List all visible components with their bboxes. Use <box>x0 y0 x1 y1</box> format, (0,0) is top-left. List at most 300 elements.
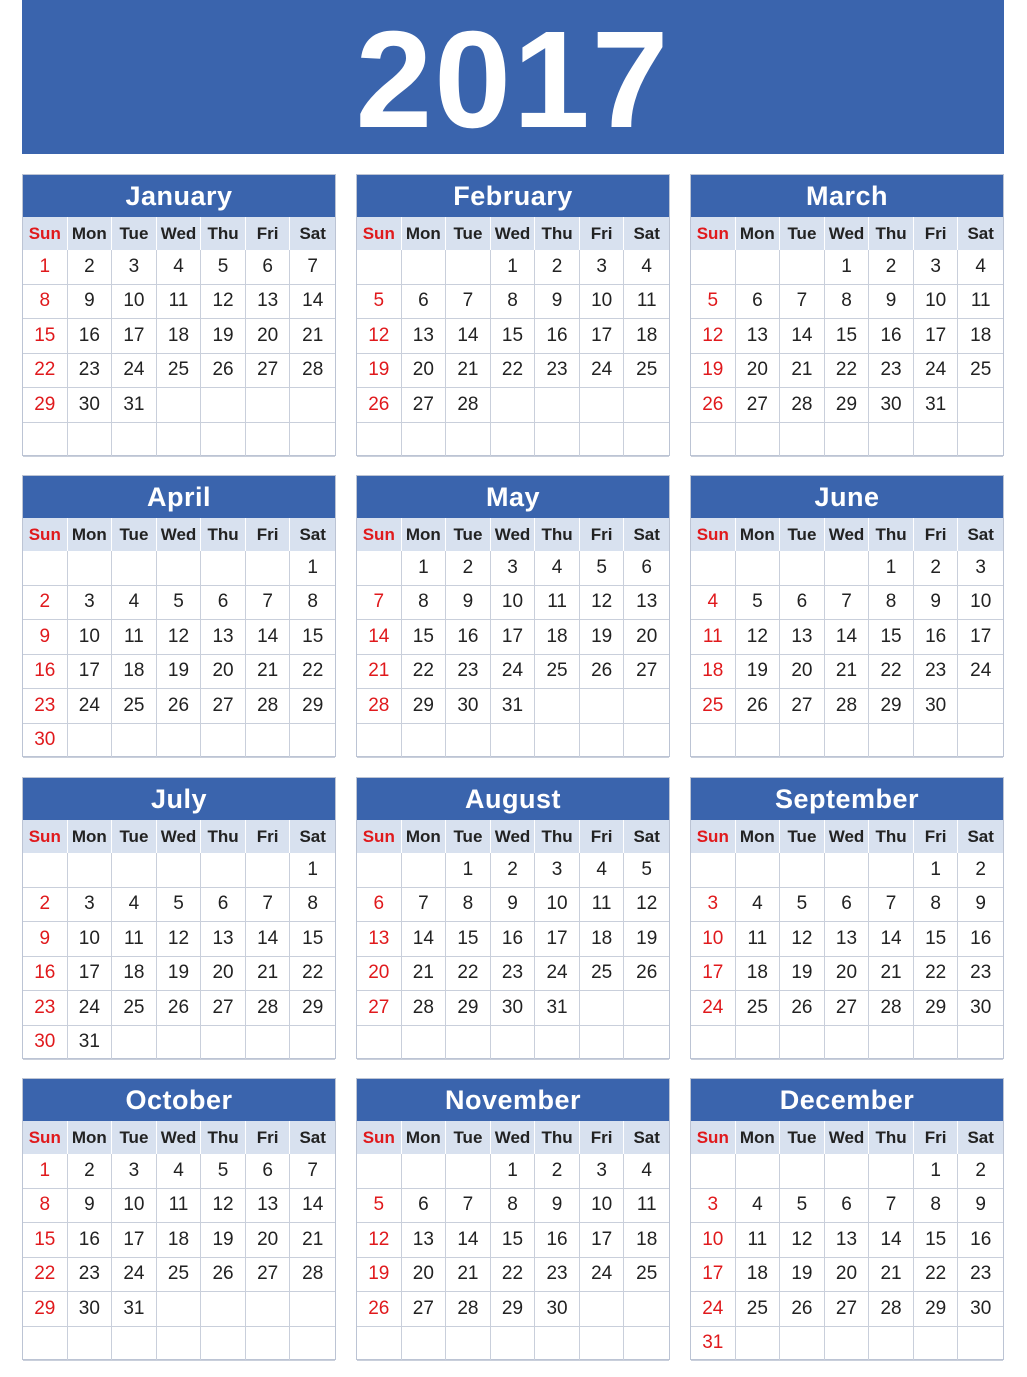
day-cell: 28 <box>402 991 447 1026</box>
day-cell: 15 <box>914 1223 959 1258</box>
day-cell: 10 <box>914 285 959 320</box>
day-cell: 8 <box>491 285 536 320</box>
weekday-label: Thu <box>869 1121 914 1154</box>
weekday-label: Wed <box>157 1121 202 1154</box>
day-cell: 30 <box>23 1026 68 1061</box>
day-cell: 23 <box>446 655 491 690</box>
month-title: July <box>23 778 335 820</box>
day-cell: 26 <box>780 1292 825 1327</box>
empty-day-cell <box>402 1154 447 1189</box>
weekday-header-row <box>23 217 335 250</box>
day-cell: 23 <box>869 354 914 389</box>
weekday-label: Sun <box>691 820 736 853</box>
day-cell: 4 <box>535 551 580 586</box>
month-january <box>22 174 336 456</box>
day-cell: 13 <box>780 620 825 655</box>
day-cell: 28 <box>290 354 335 389</box>
day-cell: 10 <box>580 285 625 320</box>
weekday-label: Mon <box>68 518 113 551</box>
day-cell: 23 <box>23 689 68 724</box>
day-cell: 9 <box>914 586 959 621</box>
day-cell: 15 <box>23 319 68 354</box>
month-november <box>356 1078 670 1360</box>
empty-day-cell <box>736 551 781 586</box>
day-cell: 17 <box>958 620 1003 655</box>
day-cell: 5 <box>201 1154 246 1189</box>
day-cell: 30 <box>68 388 113 423</box>
day-cell: 16 <box>869 319 914 354</box>
day-cell: 15 <box>869 620 914 655</box>
weekday-label: Sat <box>290 820 335 853</box>
day-cell: 11 <box>112 922 157 957</box>
day-cell: 30 <box>958 991 1003 1026</box>
empty-day-cell <box>290 1327 335 1362</box>
weekday-label: Fri <box>914 518 959 551</box>
day-cell: 17 <box>112 319 157 354</box>
month-march <box>690 174 1004 456</box>
weekday-label: Sat <box>624 518 669 551</box>
empty-day-cell <box>624 689 669 724</box>
day-cell: 14 <box>869 1223 914 1258</box>
day-cell: 21 <box>290 319 335 354</box>
day-cell: 17 <box>580 1223 625 1258</box>
empty-day-cell <box>624 1327 669 1362</box>
day-cell: 5 <box>157 888 202 923</box>
day-cell: 11 <box>691 620 736 655</box>
day-cell: 24 <box>491 655 536 690</box>
day-cell: 26 <box>624 957 669 992</box>
day-cell: 24 <box>68 689 113 724</box>
empty-day-cell <box>691 423 736 458</box>
day-cell: 29 <box>402 689 447 724</box>
day-cell: 22 <box>23 354 68 389</box>
day-cell: 9 <box>869 285 914 320</box>
day-grid <box>357 1154 669 1361</box>
day-cell: 6 <box>246 1154 291 1189</box>
day-cell: 14 <box>446 319 491 354</box>
day-cell: 24 <box>691 1292 736 1327</box>
day-cell: 5 <box>357 285 402 320</box>
empty-day-cell <box>780 1327 825 1362</box>
weekday-label: Sat <box>958 217 1003 250</box>
empty-day-cell <box>691 551 736 586</box>
day-cell: 16 <box>23 655 68 690</box>
empty-day-cell <box>157 551 202 586</box>
month-title: November <box>357 1079 669 1121</box>
day-cell: 27 <box>736 388 781 423</box>
weekday-label: Thu <box>869 518 914 551</box>
month-title: May <box>357 476 669 518</box>
day-cell: 22 <box>290 655 335 690</box>
day-cell: 25 <box>157 354 202 389</box>
day-cell: 12 <box>780 1223 825 1258</box>
day-cell: 11 <box>535 586 580 621</box>
day-cell: 1 <box>402 551 447 586</box>
day-grid <box>23 551 335 758</box>
day-cell: 30 <box>446 689 491 724</box>
day-cell: 18 <box>691 655 736 690</box>
empty-day-cell <box>958 1026 1003 1061</box>
empty-day-cell <box>201 724 246 759</box>
day-cell: 7 <box>825 586 870 621</box>
day-cell: 18 <box>112 957 157 992</box>
day-cell: 8 <box>23 285 68 320</box>
day-cell: 15 <box>290 922 335 957</box>
day-cell: 30 <box>869 388 914 423</box>
day-cell: 22 <box>491 354 536 389</box>
day-cell: 10 <box>68 922 113 957</box>
month-title: February <box>357 175 669 217</box>
day-cell: 25 <box>112 689 157 724</box>
day-cell: 22 <box>869 655 914 690</box>
month-september <box>690 777 1004 1059</box>
weekday-label: Thu <box>535 1121 580 1154</box>
day-cell: 4 <box>112 888 157 923</box>
day-cell: 3 <box>68 586 113 621</box>
empty-day-cell <box>780 423 825 458</box>
empty-day-cell <box>112 1026 157 1061</box>
day-cell: 7 <box>869 1189 914 1224</box>
day-cell: 1 <box>825 250 870 285</box>
empty-day-cell <box>624 1026 669 1061</box>
weekday-label: Thu <box>535 217 580 250</box>
day-cell: 12 <box>357 1223 402 1258</box>
day-cell: 30 <box>68 1292 113 1327</box>
day-cell: 24 <box>112 354 157 389</box>
day-cell: 14 <box>825 620 870 655</box>
day-cell: 18 <box>624 319 669 354</box>
day-cell: 27 <box>246 1258 291 1293</box>
day-cell: 20 <box>736 354 781 389</box>
day-grid <box>691 250 1003 457</box>
empty-day-cell <box>157 1026 202 1061</box>
day-cell: 5 <box>580 551 625 586</box>
day-cell: 27 <box>402 1292 447 1327</box>
empty-day-cell <box>290 1026 335 1061</box>
weekday-label: Tue <box>446 820 491 853</box>
day-cell: 18 <box>736 1258 781 1293</box>
empty-day-cell <box>357 724 402 759</box>
day-cell: 27 <box>201 991 246 1026</box>
day-cell: 30 <box>491 991 536 1026</box>
day-cell: 5 <box>157 586 202 621</box>
empty-day-cell <box>23 551 68 586</box>
day-cell: 10 <box>68 620 113 655</box>
empty-day-cell <box>68 423 113 458</box>
weekday-label: Fri <box>580 1121 625 1154</box>
day-cell: 27 <box>246 354 291 389</box>
day-cell: 6 <box>780 586 825 621</box>
empty-day-cell <box>157 1292 202 1327</box>
weekday-label: Sun <box>23 1121 68 1154</box>
day-cell: 3 <box>958 551 1003 586</box>
empty-day-cell <box>691 250 736 285</box>
day-cell: 11 <box>624 1189 669 1224</box>
year-title: 2017 <box>355 3 671 157</box>
day-cell: 22 <box>491 1258 536 1293</box>
day-cell: 11 <box>157 285 202 320</box>
day-cell: 4 <box>112 586 157 621</box>
day-cell: 18 <box>624 1223 669 1258</box>
day-cell: 13 <box>201 620 246 655</box>
day-cell: 7 <box>246 888 291 923</box>
day-cell: 19 <box>201 319 246 354</box>
empty-day-cell <box>691 1154 736 1189</box>
weekday-label: Sat <box>290 518 335 551</box>
day-cell: 6 <box>201 888 246 923</box>
day-cell: 12 <box>624 888 669 923</box>
day-cell: 30 <box>23 724 68 759</box>
day-cell: 22 <box>23 1258 68 1293</box>
day-cell: 6 <box>736 285 781 320</box>
day-cell: 12 <box>157 922 202 957</box>
day-cell: 27 <box>825 1292 870 1327</box>
day-cell: 6 <box>825 1189 870 1224</box>
empty-day-cell <box>535 1327 580 1362</box>
empty-day-cell <box>68 853 113 888</box>
day-cell: 22 <box>825 354 870 389</box>
empty-day-cell <box>535 388 580 423</box>
day-cell: 7 <box>446 285 491 320</box>
weekday-label: Sat <box>958 1121 1003 1154</box>
day-cell: 14 <box>446 1223 491 1258</box>
day-cell: 16 <box>958 1223 1003 1258</box>
weekday-label: Wed <box>825 217 870 250</box>
weekday-label: Fri <box>246 820 291 853</box>
weekday-label: Mon <box>736 217 781 250</box>
weekday-label: Sat <box>624 1121 669 1154</box>
day-cell: 26 <box>157 991 202 1026</box>
day-cell: 17 <box>914 319 959 354</box>
day-cell: 28 <box>869 991 914 1026</box>
day-cell: 18 <box>157 1223 202 1258</box>
month-title: April <box>23 476 335 518</box>
day-cell: 24 <box>580 354 625 389</box>
empty-day-cell <box>112 853 157 888</box>
day-cell: 2 <box>491 853 536 888</box>
day-cell: 13 <box>357 922 402 957</box>
empty-day-cell <box>357 250 402 285</box>
empty-day-cell <box>780 250 825 285</box>
day-cell: 16 <box>535 319 580 354</box>
weekday-label: Tue <box>446 518 491 551</box>
weekday-header-row <box>357 1121 669 1154</box>
empty-day-cell <box>157 1327 202 1362</box>
day-cell: 12 <box>691 319 736 354</box>
day-cell: 1 <box>290 551 335 586</box>
day-cell: 13 <box>201 922 246 957</box>
day-cell: 3 <box>535 853 580 888</box>
weekday-label: Sun <box>691 518 736 551</box>
empty-day-cell <box>23 1327 68 1362</box>
empty-day-cell <box>736 853 781 888</box>
weekday-label: Fri <box>246 518 291 551</box>
empty-day-cell <box>491 724 536 759</box>
day-cell: 12 <box>780 922 825 957</box>
empty-day-cell <box>825 853 870 888</box>
empty-day-cell <box>446 1026 491 1061</box>
empty-day-cell <box>825 1327 870 1362</box>
day-cell: 21 <box>869 957 914 992</box>
weekday-label: Fri <box>246 217 291 250</box>
weekday-label: Fri <box>580 217 625 250</box>
day-cell: 6 <box>402 285 447 320</box>
weekday-label: Fri <box>914 217 959 250</box>
day-cell: 1 <box>914 1154 959 1189</box>
weekday-label: Sun <box>357 518 402 551</box>
day-cell: 27 <box>201 689 246 724</box>
empty-day-cell <box>869 1026 914 1061</box>
empty-day-cell <box>580 991 625 1026</box>
day-cell: 18 <box>736 957 781 992</box>
day-cell: 18 <box>580 922 625 957</box>
empty-day-cell <box>780 853 825 888</box>
empty-day-cell <box>446 250 491 285</box>
day-grid <box>357 551 669 758</box>
empty-day-cell <box>246 423 291 458</box>
day-cell: 16 <box>491 922 536 957</box>
day-cell: 2 <box>958 1154 1003 1189</box>
day-cell: 20 <box>624 620 669 655</box>
day-cell: 1 <box>914 853 959 888</box>
day-cell: 13 <box>402 319 447 354</box>
weekday-label: Fri <box>246 1121 291 1154</box>
month-title: December <box>691 1079 1003 1121</box>
day-cell: 31 <box>491 689 536 724</box>
empty-day-cell <box>869 423 914 458</box>
day-cell: 19 <box>780 1258 825 1293</box>
day-cell: 28 <box>446 1292 491 1327</box>
empty-day-cell <box>535 1026 580 1061</box>
empty-day-cell <box>580 1026 625 1061</box>
weekday-label: Thu <box>869 217 914 250</box>
month-may <box>356 475 670 757</box>
day-cell: 13 <box>825 922 870 957</box>
day-cell: 27 <box>780 689 825 724</box>
day-cell: 17 <box>535 922 580 957</box>
day-cell: 10 <box>112 1189 157 1224</box>
day-cell: 21 <box>446 1258 491 1293</box>
day-cell: 19 <box>201 1223 246 1258</box>
empty-day-cell <box>914 1026 959 1061</box>
day-cell: 14 <box>290 1189 335 1224</box>
day-cell: 31 <box>914 388 959 423</box>
empty-day-cell <box>958 1327 1003 1362</box>
empty-day-cell <box>357 551 402 586</box>
empty-day-cell <box>246 388 291 423</box>
day-cell: 8 <box>914 1189 959 1224</box>
weekday-label: Tue <box>112 518 157 551</box>
day-cell: 26 <box>201 354 246 389</box>
day-grid <box>357 250 669 457</box>
empty-day-cell <box>624 423 669 458</box>
day-cell: 2 <box>958 853 1003 888</box>
weekday-label: Tue <box>780 1121 825 1154</box>
empty-day-cell <box>825 1154 870 1189</box>
empty-day-cell <box>580 1292 625 1327</box>
day-cell: 26 <box>157 689 202 724</box>
weekday-label: Thu <box>201 1121 246 1154</box>
weekday-label: Fri <box>580 518 625 551</box>
day-cell: 12 <box>201 1189 246 1224</box>
empty-day-cell <box>914 1327 959 1362</box>
empty-day-cell <box>246 1327 291 1362</box>
day-cell: 5 <box>201 250 246 285</box>
day-cell: 13 <box>246 1189 291 1224</box>
day-cell: 1 <box>23 250 68 285</box>
day-cell: 28 <box>357 689 402 724</box>
empty-day-cell <box>201 551 246 586</box>
weekday-label: Wed <box>491 820 536 853</box>
day-cell: 9 <box>23 922 68 957</box>
day-cell: 21 <box>246 957 291 992</box>
day-cell: 6 <box>246 250 291 285</box>
day-cell: 25 <box>624 1258 669 1293</box>
day-cell: 4 <box>157 1154 202 1189</box>
day-cell: 14 <box>290 285 335 320</box>
day-cell: 2 <box>68 250 113 285</box>
empty-day-cell <box>736 1026 781 1061</box>
empty-day-cell <box>357 1154 402 1189</box>
day-cell: 20 <box>402 354 447 389</box>
weekday-header-row <box>23 518 335 551</box>
empty-day-cell <box>23 853 68 888</box>
day-cell: 20 <box>246 319 291 354</box>
weekday-label: Sat <box>290 1121 335 1154</box>
day-cell: 21 <box>780 354 825 389</box>
day-cell: 24 <box>914 354 959 389</box>
day-cell: 4 <box>157 250 202 285</box>
weekday-label: Sun <box>691 1121 736 1154</box>
empty-day-cell <box>535 423 580 458</box>
day-cell: 1 <box>290 853 335 888</box>
day-cell: 21 <box>869 1258 914 1293</box>
day-cell: 28 <box>246 991 291 1026</box>
day-cell: 7 <box>290 250 335 285</box>
weekday-label: Wed <box>491 1121 536 1154</box>
empty-day-cell <box>580 724 625 759</box>
day-cell: 21 <box>402 957 447 992</box>
day-cell: 1 <box>491 250 536 285</box>
day-cell: 31 <box>112 388 157 423</box>
day-cell: 29 <box>290 689 335 724</box>
weekday-label: Wed <box>491 518 536 551</box>
month-april <box>22 475 336 757</box>
day-cell: 3 <box>112 250 157 285</box>
day-cell: 23 <box>535 1258 580 1293</box>
month-title: September <box>691 778 1003 820</box>
day-cell: 26 <box>580 655 625 690</box>
weekday-label: Mon <box>402 820 447 853</box>
weekday-label: Sun <box>691 217 736 250</box>
weekday-label: Wed <box>157 217 202 250</box>
day-cell: 29 <box>825 388 870 423</box>
day-cell: 17 <box>112 1223 157 1258</box>
empty-day-cell <box>112 423 157 458</box>
weekday-header-row <box>23 1121 335 1154</box>
day-cell: 6 <box>357 888 402 923</box>
day-cell: 3 <box>580 250 625 285</box>
day-cell: 28 <box>780 388 825 423</box>
empty-day-cell <box>402 724 447 759</box>
day-cell: 17 <box>691 957 736 992</box>
day-cell: 19 <box>580 620 625 655</box>
day-cell: 22 <box>914 957 959 992</box>
weekday-label: Fri <box>580 820 625 853</box>
empty-day-cell <box>112 1327 157 1362</box>
day-cell: 4 <box>624 250 669 285</box>
day-cell: 15 <box>446 922 491 957</box>
